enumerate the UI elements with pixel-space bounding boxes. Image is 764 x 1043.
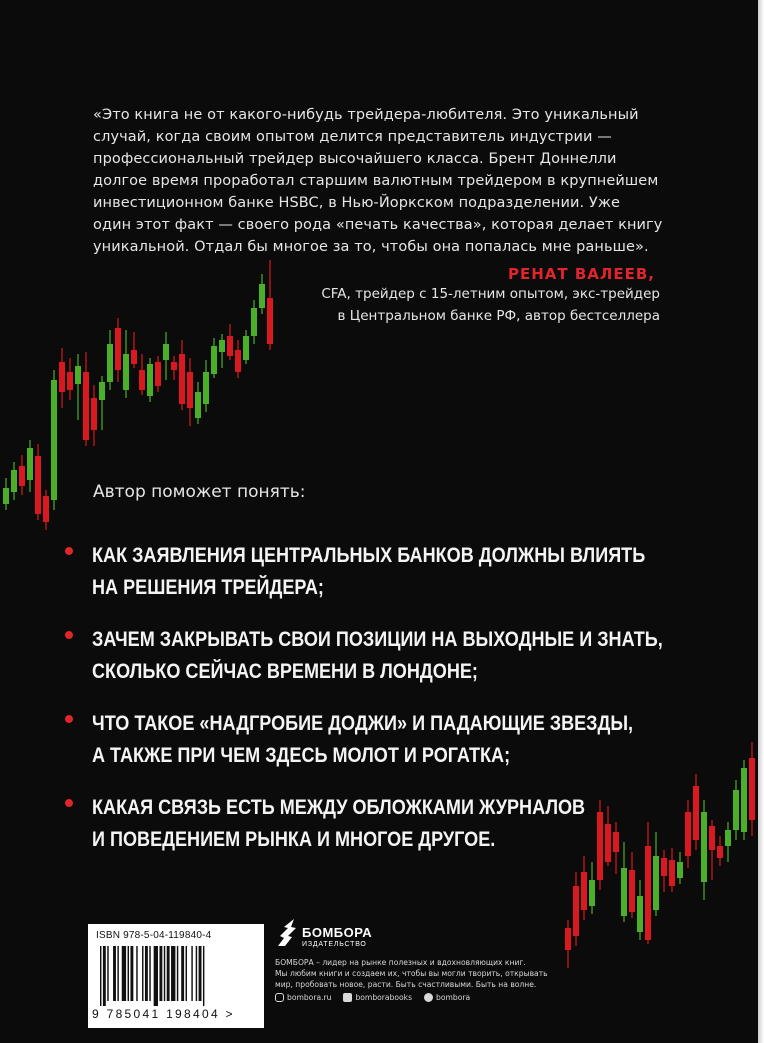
bullet-line: ЧТО ТАКОЕ «НАДГРОБИЕ ДОДЖИ» И ПАДАЮЩИЕ ЗВЕЗДЫ, (92, 712, 634, 735)
barcode-bar (149, 946, 150, 1001)
intro-heading: Автор поможет понять: (93, 482, 306, 502)
barcode-bar (196, 946, 197, 1001)
bullet-dot-icon (65, 799, 73, 807)
candle-body (51, 380, 57, 500)
quote-block (93, 104, 683, 258)
candle-body (259, 284, 265, 308)
publisher-subtitle: ИЗДАТЕЛЬСТВО (302, 941, 367, 948)
candle-body (717, 846, 723, 858)
candle-body (3, 488, 9, 504)
quote-line: профессиональный трейдер высочайшего класса. Брент Доннелли (93, 151, 617, 167)
barcode-bar (177, 946, 178, 1001)
candle-body (629, 870, 635, 912)
quote-author: РЕНАТ ВАЛЕЕВ, (508, 265, 655, 283)
bullet-item (62, 540, 692, 604)
candle-body (251, 308, 257, 336)
barcode (88, 924, 264, 1028)
candle-body (171, 362, 177, 370)
candle-body (115, 328, 121, 370)
candle-body (589, 880, 595, 906)
barcode-bar (159, 946, 162, 1001)
vk-icon (343, 993, 352, 1002)
quote-line: уникальной. Отдал бы многое за то, чтобы она попалась мне раньше». (93, 239, 649, 255)
candle-body (187, 372, 193, 408)
bullet-dot-icon (65, 631, 73, 639)
candle-body (741, 768, 747, 832)
barcode-bar (167, 946, 170, 1001)
candle-body (75, 366, 81, 384)
quote-line: случай, когда своим опытом делится представитель индустрии — (93, 129, 612, 145)
barcode-bar (142, 946, 143, 1001)
candle-body (725, 830, 731, 846)
candle-body (91, 398, 97, 430)
candle-body (107, 344, 113, 382)
bullet-item (62, 624, 692, 688)
quote-line: долгое время проработал старшим валютным трейдером в крупнейшем (93, 173, 659, 189)
candle-body (179, 354, 185, 404)
social-label: bombora.ru (287, 993, 332, 1002)
bullet-line: СКОЛЬКО СЕЙЧАС ВРЕМЕНИ В ЛОНДОНЕ; (92, 660, 478, 683)
candle-body (83, 372, 89, 440)
candle-body (43, 496, 49, 522)
page-edge (758, 0, 764, 1043)
candle-body (123, 354, 129, 390)
bullet-line: ЗАЧЕМ ЗАКРЫВАТЬ СВОИ ПОЗИЦИИ НА ВЫХОДНЫЕ И ЗНАТЬ, (92, 628, 663, 651)
publisher-description (275, 957, 605, 990)
candle-body (19, 466, 25, 486)
barcode-bar (136, 946, 137, 1001)
candle-body (147, 364, 153, 396)
candle-body (211, 346, 217, 374)
candle-body (235, 350, 241, 372)
credit-line: CFA, трейдер с 15-летним опытом, экс-трейдер (321, 286, 660, 302)
candle-body (267, 298, 273, 344)
barcode-bar (103, 946, 106, 1006)
social-label: bomborabooks (355, 993, 413, 1002)
candle-body (661, 858, 667, 876)
candle-body (163, 344, 169, 360)
barcode-bar (171, 946, 175, 1001)
quote-line: инвестиционном банке HSBC, в Нью-Йоркском подразделении. Уже (93, 195, 621, 211)
barcode-bar (107, 946, 108, 1001)
barcode-bar (191, 946, 192, 1001)
isbn-text: ISBN 978-5-04-119840-4 (96, 930, 212, 941)
candle-body (155, 362, 161, 386)
barcode-bar (122, 946, 126, 1001)
candle-body (219, 340, 225, 352)
candle-body (645, 846, 651, 940)
quote-credit (290, 283, 660, 327)
quote-line: «Это книга не от какого-нибудь трейдера-любителя. Это уникальный (93, 107, 639, 123)
candle-body (621, 868, 627, 916)
bullet-line: КАК ЗАЯВЛЕНИЯ ЦЕНТРАЛЬНЫХ БАНКОВ ДОЛЖНЫ ВЛИЯТЬ (92, 544, 646, 567)
candle-body (733, 790, 739, 830)
candle-body (565, 928, 571, 950)
bullet-dot-icon (65, 547, 73, 555)
quote-line: один этот факт — своего рода «печать качества», которая делает книгу (93, 217, 663, 233)
candle-body (653, 856, 659, 910)
barcode-digits: 9 785041 198404 > (92, 1007, 235, 1021)
barcode-bar (128, 946, 129, 1001)
bullet-line: НА РЕШЕНИЯ ТРЕЙДЕРА; (92, 576, 324, 599)
barcode-bar (181, 946, 184, 1001)
candle-body (195, 392, 201, 418)
barcode-bars (100, 946, 254, 1006)
barcode-bar (203, 946, 204, 1006)
candle-body (669, 860, 675, 886)
candle-body (581, 872, 587, 910)
candle-body (11, 470, 17, 492)
candle-body (637, 896, 643, 932)
bullet-item (62, 792, 692, 856)
barcode-bar (113, 946, 116, 1001)
candle-body (67, 372, 73, 390)
bullet-line: А ТАКЖЕ ПРИ ЧЕМ ЗДЕСЬ МОЛОТ И РОГАТКА; (92, 744, 511, 767)
candle-body (677, 862, 683, 878)
social-label: bombora (436, 993, 471, 1002)
candle-body (131, 350, 137, 364)
publisher-description-line: мир, пробовать новое, расти. Быть счастливыми. Быть на волне. (275, 980, 537, 989)
candle-body (227, 336, 233, 356)
candle-body (59, 362, 65, 392)
bullet-list (62, 540, 692, 856)
barcode-bar (117, 946, 118, 1001)
candle-body (573, 886, 579, 936)
barcode-bar (164, 946, 165, 1001)
barcode-bar (199, 946, 202, 1001)
instagram-icon (275, 993, 284, 1002)
barcode-bar (154, 946, 158, 1006)
candle-body (243, 336, 249, 360)
candle-body (749, 758, 755, 820)
bullet-line: КАКАЯ СВЯЗЬ ЕСТЬ МЕЖДУ ОБЛОЖКАМИ ЖУРНАЛОВ (92, 796, 586, 819)
bullet-item (62, 708, 692, 772)
candle-body (709, 826, 715, 850)
barcode-bar (130, 946, 133, 1001)
bullet-dot-icon (65, 715, 73, 723)
publisher-description-line: Мы любим книги и создаем их, чтобы вы могли творить, открывать (275, 969, 548, 978)
candle-body (27, 448, 33, 480)
publisher-description-line: БОМБОРА – лидер на рынке полезных и вдохновляющих книг. (275, 958, 526, 967)
social-link[interactable] (424, 993, 470, 1002)
barcode-bar (100, 946, 101, 1006)
candle-body (99, 382, 105, 400)
youtube-telegram-icon (424, 993, 433, 1002)
publisher-name: БОМБОРА (302, 925, 373, 940)
credit-line: в Центральном банке РФ, автор бестселлера (337, 308, 660, 324)
candle-body (203, 372, 209, 404)
candle-body (701, 812, 707, 882)
social-link[interactable] (275, 993, 331, 1002)
publisher-social-links (275, 993, 470, 1002)
barcode-bar (186, 946, 187, 1001)
candle-body (35, 456, 41, 514)
social-link[interactable] (343, 993, 412, 1002)
bullet-line: И ПОВЕДЕНИЕМ РЫНКА И МНОГОЕ ДРУГОЕ. (92, 828, 496, 851)
barcode-bar (145, 946, 148, 1001)
candle-body (139, 370, 145, 390)
